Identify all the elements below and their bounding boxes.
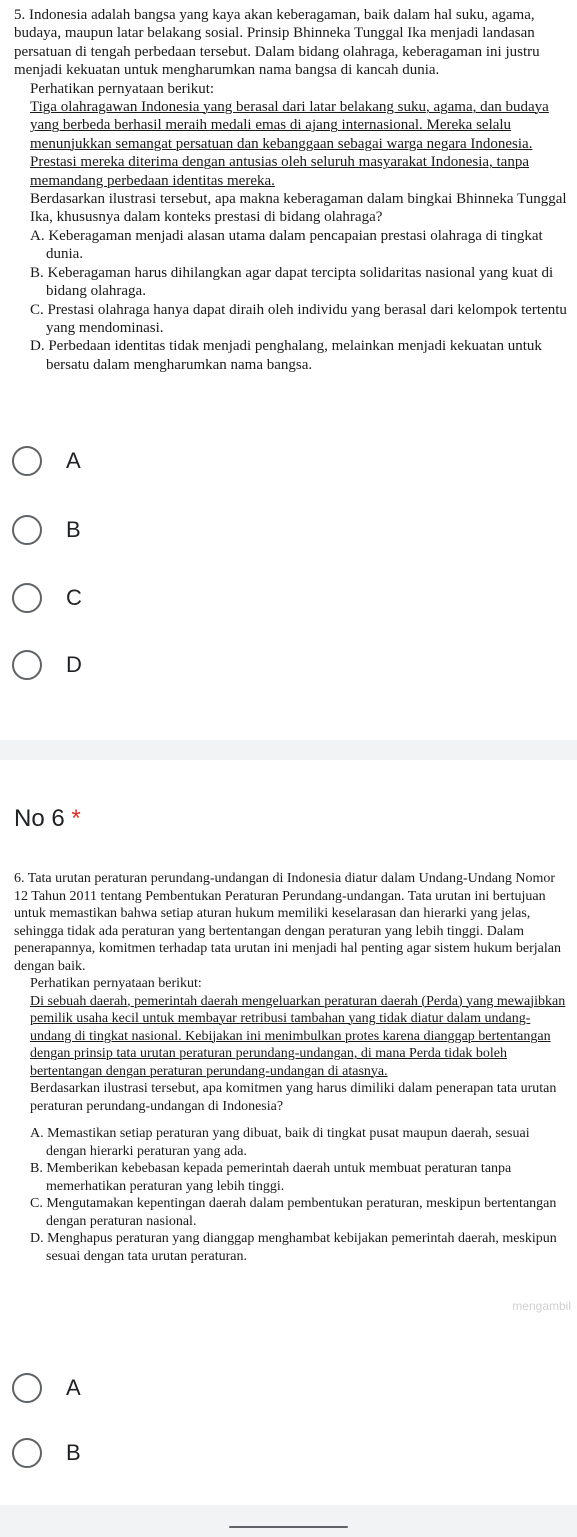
radio-icon[interactable] bbox=[12, 1373, 42, 1403]
choice-label: C bbox=[66, 585, 82, 610]
radio-icon[interactable] bbox=[12, 446, 42, 476]
q6-option-b: B. Memberikan kebebasan kepada pemerintah daerah untuk membuat peraturan tanpa memerhatikan peraturan yang lebih tinggi. bbox=[30, 1161, 512, 1194]
q6-prompt: Perhatikan pernyataan berikut: bbox=[30, 976, 202, 991]
q6-intro: 6. Tata urutan peraturan perundang-undangan di Indonesia diatur dalam Undang-Undang Nomor 12 Tahun 2011 tentang Pembentukan Peraturan Perundang-undangan. Tata urutan ini bertujuan untuk memastikan bahwa setiap aturan hukum memiliki keselarasan dan hierarki yang jelas, sehingga tidak ada peraturan yang bertentangan dengan peraturan yang lebih tinggi. Dalam penerapannya, komitmen terhadap tata urutan ini menjadi hal penting agar sistem hukum berjalan dengan baik. bbox=[14, 871, 561, 974]
required-asterisk: * bbox=[71, 805, 81, 832]
radio-icon[interactable] bbox=[12, 583, 42, 613]
q5-choice-b[interactable] bbox=[12, 510, 312, 550]
q5-choice-c[interactable] bbox=[12, 578, 312, 618]
q5-option-a: A. Keberagaman menjadi alasan utama dalam pencapaian prestasi olahraga di tingkat dunia. bbox=[30, 227, 543, 263]
q6-choice-a[interactable] bbox=[12, 1368, 312, 1408]
section-divider bbox=[0, 740, 577, 760]
q5-prompt: Perhatikan pernyataan berikut: bbox=[30, 80, 215, 97]
home-indicator[interactable] bbox=[229, 1526, 348, 1528]
radio-icon[interactable] bbox=[12, 1438, 42, 1468]
choice-label: B bbox=[66, 517, 81, 542]
choice-label: B bbox=[66, 1440, 81, 1465]
q6-option-a: A. Memastikan setiap peraturan yang dibuat, baik di tingkat pusat maupun daerah, sesuai dengan hierarki peraturan yang ada. bbox=[30, 1126, 530, 1159]
q6-option-c: C. Mengutamakan kepentingan daerah dalam pembentukan peraturan, meskipun bertentangan dengan peraturan nasional. bbox=[30, 1196, 557, 1229]
q5-choice-a[interactable] bbox=[12, 441, 312, 481]
choice-label: D bbox=[66, 652, 82, 677]
bottom-navigation-bar bbox=[0, 1505, 577, 1537]
q6-choice-b[interactable] bbox=[12, 1433, 312, 1473]
q5-option-c: C. Prestasi olahraga hanya dapat diraih oleh individu yang berasal dari kelompok tertentu yang mendominasi. bbox=[30, 301, 567, 336]
q5-choice-d[interactable] bbox=[12, 645, 312, 685]
question-6-image bbox=[0, 870, 577, 1325]
choice-label: A bbox=[66, 1375, 81, 1400]
watermark-text: mengambil bbox=[512, 1299, 571, 1313]
radio-icon[interactable] bbox=[12, 515, 42, 545]
question-5-image bbox=[0, 6, 577, 416]
question-6-title bbox=[14, 805, 81, 833]
q5-option-b: B. Keberagaman harus dihilangkan agar dapat tercipta solidaritas nasional yang kuat di bidang olahraga. bbox=[30, 264, 554, 300]
q5-intro: 5. Indonesia adalah bangsa yang kaya akan keberagaman, baik dalam hal suku, agama, budaya, maupun latar belakang sosial. Prinsip Bhinneka Tunggal Ika menjadi landasan persatuan di tengah perbedaan tersebut. Dalam bidang olahraga, keberagaman ini justru menjadi kekuatan untuk mengharumkan nama bangsa di kancah dunia. bbox=[14, 7, 540, 79]
q6-option-d: D. Menghapus peraturan yang dianggap menghambat kebijakan pemerintah daerah, meskipun sesuai dengan tata urutan peraturan. bbox=[30, 1231, 557, 1264]
q5-statement: Tiga olahragawan Indonesia yang berasal dari latar belakang suku, agama, dan budaya yang berbeda berhasil meraih medali emas di ajang internasional. Mereka selalu menunjukkan semangat persatuan dan kebanggaan sebagai warga negara Indonesia. Prestasi mereka diterima dengan antusias oleh seluruh masyarakat Indonesia, tanpa memandang perbedaan identitas mereka. bbox=[30, 99, 549, 189]
q6-statement: Di sebuah daerah, pemerintah daerah mengeluarkan peraturan daerah (Perda) yang mewajibkan pemilik usaha kecil untuk membayar retribusi tambahan yang tidak diatur dalam undang-undang di tingkat nasional. Kebijakan ini menimbulkan protes karena dianggap bertentangan dengan prinsip tata urutan peraturan perundang-undangan, di mana Perda tidak boleh bertentangan dengan peraturan perundang-undangan di atasnya. bbox=[30, 993, 566, 1079]
q6-question: Berdasarkan ilustrasi tersebut, apa komitmen yang harus dimiliki dalam penerapan tata urutan peraturan perundang-undangan di Indonesia? bbox=[30, 1081, 557, 1114]
q5-question: Berdasarkan ilustrasi tersebut, apa makna keberagaman dalam bingkai Bhinneka Tunggal Ika, khususnya dalam konteks prestasi di bidang olahraga? bbox=[30, 191, 567, 226]
radio-icon[interactable] bbox=[12, 650, 42, 680]
q5-option-d: D. Perbedaan identitas tidak menjadi penghalang, melainkan menjadi kekuatan untuk bersatu dalam mengharumkan nama bangsa. bbox=[30, 338, 542, 373]
choice-label: A bbox=[66, 448, 81, 473]
question-title-text: No 6 bbox=[14, 805, 65, 832]
